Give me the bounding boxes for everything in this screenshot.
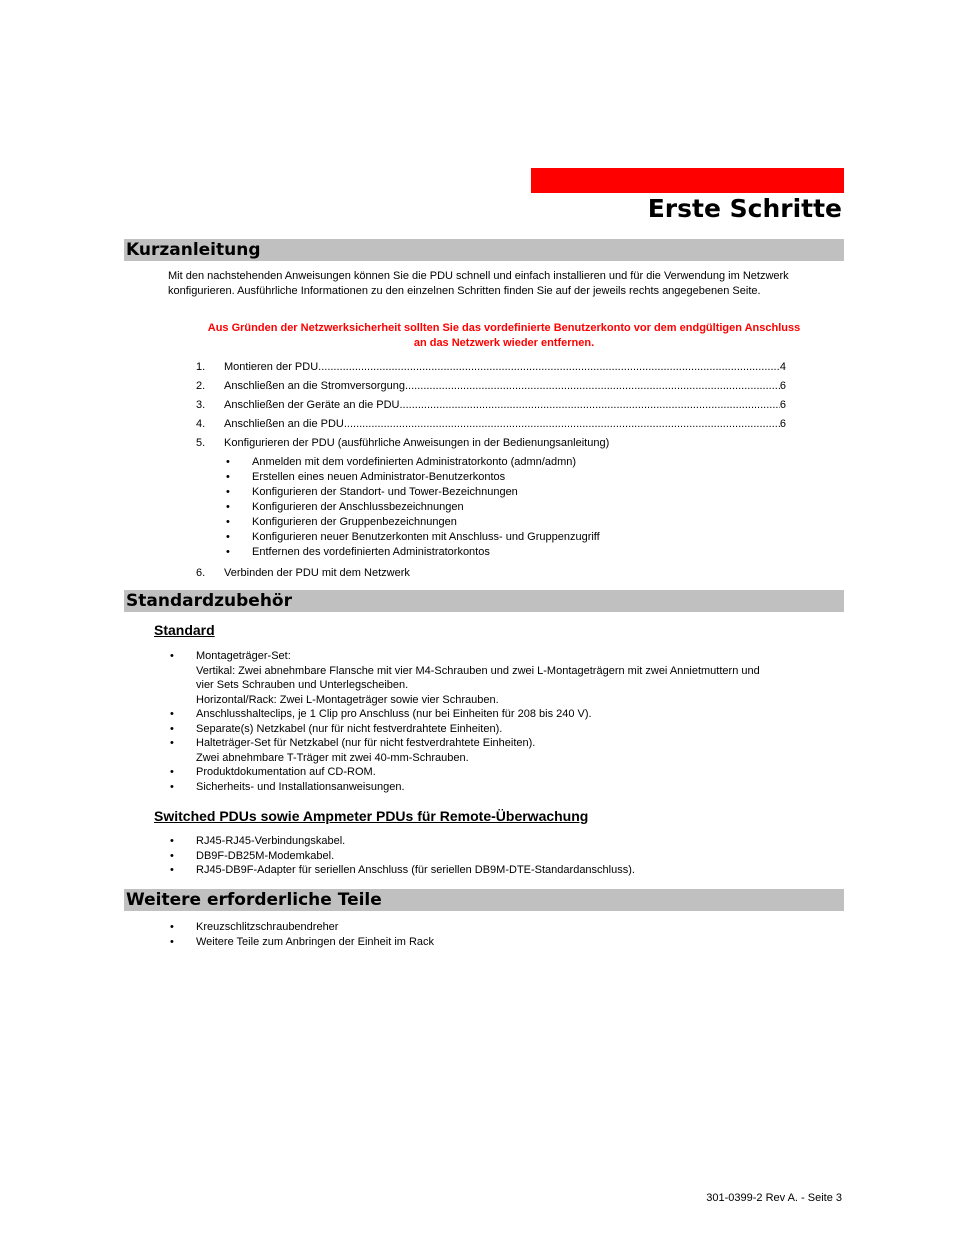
- bullet-icon: •: [170, 650, 174, 662]
- bullet-icon: •: [170, 708, 174, 720]
- bullet-icon: •: [226, 516, 230, 528]
- warning-line-2: an das Netzwerk wieder entfernen.: [413, 337, 595, 349]
- bullet-icon: •: [226, 456, 230, 468]
- chapter-accent-bar: [531, 168, 844, 193]
- bullet-icon: •: [226, 546, 230, 558]
- intro-paragraph: Mit den nachstehenden Anweisungen können Sie die PDU schnell und einfach installieren und für die Verwendung im Netzwerk konfigurieren. Ausführliche Informationen zu den einzelnen Schritten finden Sie auf der jeweils rechts angegebenen Seite.: [168, 270, 789, 297]
- step-number: 5.: [196, 437, 206, 449]
- list-item: • Weitere Teile zum Anbringen der Einheit im Rack: [170, 935, 435, 948]
- bullet-icon: •: [170, 766, 174, 778]
- step-number: 2.: [196, 380, 206, 392]
- switched-items: [168, 834, 844, 878]
- required-parts: [168, 920, 844, 949]
- dot-leader: [318, 359, 780, 375]
- section-heading-weitere-teile: Weitere erforderliche Teile: [124, 889, 844, 911]
- bullet-icon: •: [170, 737, 174, 749]
- list-item: • Konfigurieren der Standort- und Tower-Bezeichnungen: [226, 486, 518, 498]
- bullet-icon: •: [226, 471, 230, 483]
- subheading-switched-pdus: Switched PDUs sowie Ampmeter PDUs für Remote-Überwachung: [154, 808, 589, 824]
- list-item: • Kreuzschlitzschraubendreher: [170, 921, 339, 933]
- section-heading-kurzanleitung: Kurzanleitung: [124, 239, 844, 261]
- step-text: Konfigurieren der PDU (ausführliche Anweisungen in der Bedienungsanleitung): [224, 437, 610, 449]
- list-item: • Anmelden mit dem vordefinierten Administratorkonto (admn/admn): [226, 456, 577, 468]
- step-page: 6: [779, 399, 786, 411]
- step-number: 3.: [196, 399, 206, 411]
- step-text: Anschließen an die PDU: [224, 418, 344, 430]
- list-item: • RJ45-RJ45-Verbindungskabel.: [170, 835, 346, 847]
- list-item: • Halteträger-Set für Netzkabel (nur für nicht festverdrahtete Einheiten). Zwei abnehmbare T-Träger mit zwei 40-mm-Schrauben.: [170, 737, 536, 764]
- list-item: • RJ45-DB9F-Adapter für seriellen Anschluss (für seriellen DB9M-DTE-Standardanschluss).: [170, 864, 635, 876]
- list-item: • DB9F-DB25M-Modemkabel.: [170, 849, 335, 862]
- bullet-icon: •: [170, 921, 174, 933]
- bullet-icon: •: [226, 501, 230, 513]
- bullet-icon: •: [170, 935, 174, 948]
- security-warning: [164, 321, 844, 351]
- step-page: 4: [779, 361, 786, 373]
- step-page: 6: [779, 380, 786, 392]
- chapter-title: Erste Schritte: [647, 194, 842, 223]
- dot-leader: [399, 397, 779, 413]
- bullet-icon: •: [226, 531, 230, 543]
- step-text: Montieren der PDU: [224, 361, 319, 373]
- step-3: [196, 397, 786, 413]
- step-5-substeps: [224, 455, 600, 560]
- list-item: • Montageträger-Set: Vertikal: Zwei abnehmbare Flansche mit vier M4-Schrauben und zwei L-Montageträgern mit zwei Annietmuttern und vier Sets Schrauben und Unterlegscheiben. Horizontal/Rack: Zwei L-Montageträger sowie vier Schrauben.: [170, 650, 760, 706]
- dot-leader: [344, 416, 780, 432]
- step-page: 6: [779, 418, 786, 430]
- bullet-icon: •: [226, 486, 230, 498]
- bullet-icon: •: [170, 835, 174, 847]
- page-footer: 301-0399-2 Rev A. - Seite 3: [706, 1192, 842, 1204]
- step-4: [196, 416, 786, 432]
- bullet-icon: •: [170, 849, 174, 862]
- list-item: • Sicherheits- und Installationsanweisungen.: [170, 780, 405, 793]
- list-item: • Separate(s) Netzkabel (nur für nicht festverdrahtete Einheiten).: [170, 722, 503, 735]
- step-6: [196, 565, 786, 581]
- list-item: • Konfigurieren der Gruppenbezeichnungen: [226, 516, 457, 528]
- warning-line-1: Aus Gründen der Netzwerksicherheit sollten Sie das vordefinierte Benutzerkonto vor dem endgültigen Anschluss: [207, 322, 801, 334]
- step-number: 6.: [196, 567, 206, 579]
- bullet-icon: •: [170, 722, 174, 735]
- list-item: • Erstellen eines neuen Administrator-Benutzerkontos: [226, 471, 506, 483]
- standard-items: [168, 649, 844, 794]
- subheading-standard: Standard: [154, 622, 215, 638]
- step-text: Verbinden der PDU mit dem Netzwerk: [224, 567, 410, 579]
- step-text: Anschließen an die Stromversorgung: [224, 380, 405, 392]
- list-item: • Anschlusshalteclips, je 1 Clip pro Anschluss (nur bei Einheiten für 208 bis 240 V).: [170, 708, 592, 720]
- list-item: • Produktdokumentation auf CD-ROM.: [170, 766, 376, 778]
- step-1: [196, 359, 786, 375]
- list-item: • Konfigurieren der Anschlussbezeichnungen: [226, 501, 464, 513]
- step-text: Anschließen der Geräte an die PDU: [224, 399, 400, 411]
- step-2: [196, 378, 786, 394]
- list-item: • Konfigurieren neuer Benutzerkonten mit Anschluss- und Gruppenzugriff: [226, 531, 600, 543]
- section-heading-standardzubehoer: Standardzubehör: [124, 590, 844, 612]
- dot-leader: [405, 378, 780, 394]
- list-item: • Entfernen des vordefinierten Administratorkontos: [226, 546, 490, 558]
- bullet-icon: •: [170, 864, 174, 876]
- bullet-icon: •: [170, 780, 174, 793]
- step-5: [196, 435, 786, 451]
- step-number: 4.: [196, 418, 206, 430]
- step-number: 1.: [196, 361, 206, 373]
